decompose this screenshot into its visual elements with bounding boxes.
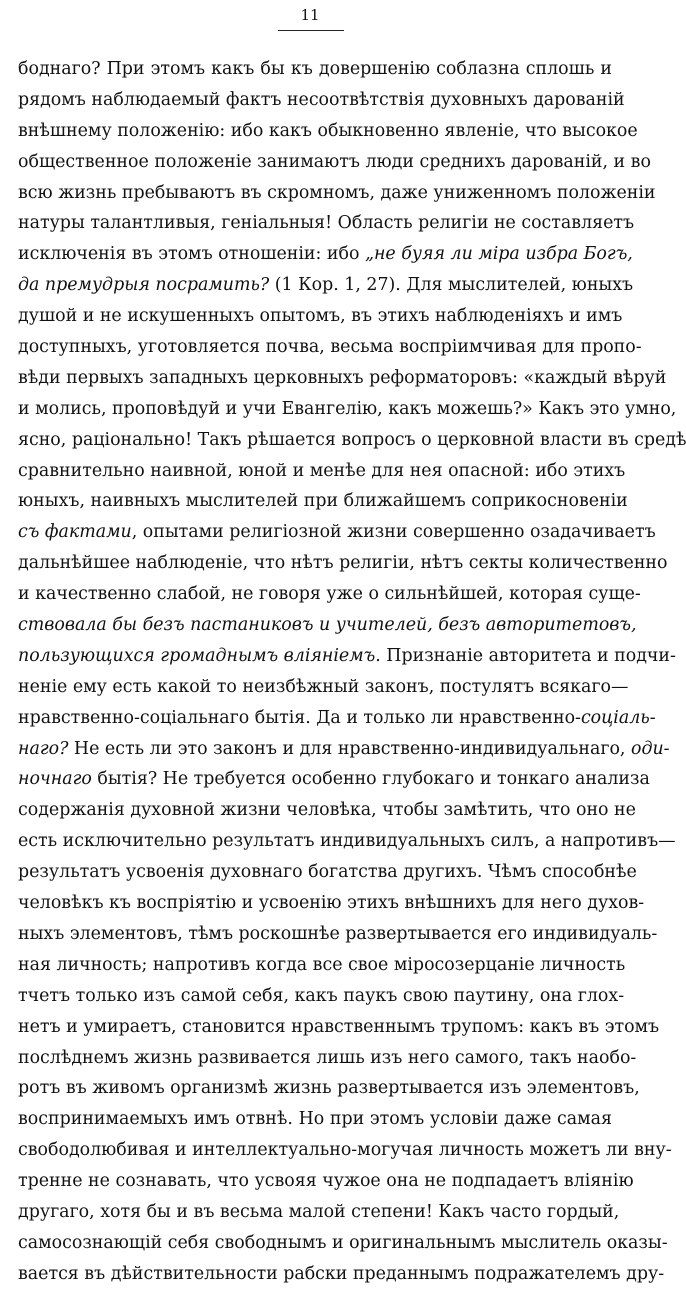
text-line — [18, 1012, 660, 1043]
text-segment: исключенія въ этомъ отношеніи: ибо — [18, 244, 365, 265]
text-segment: вѣди первыхъ западныхъ церковныхъ реформаторовъ: «каждый вѣруй — [18, 367, 667, 388]
text-line — [18, 332, 642, 363]
text-line — [18, 425, 686, 456]
text-segment: тренне не сознавать, что усвояя чужое она не подпадаетъ вліянію — [18, 1171, 634, 1192]
text-segment: общественное положеніе занимаютъ люди среднихъ дарованій, и во — [18, 151, 651, 172]
text-segment: Не есть ли это законъ и для нравственно-индивидуальнаго, — [68, 738, 631, 759]
text-line — [18, 950, 626, 981]
text-line — [18, 548, 668, 579]
italic-segment: наго? — [18, 738, 69, 759]
text-line — [18, 1259, 665, 1290]
text-segment: (1 Кор. 1, 27). Для мыслителей, юныхъ — [269, 275, 634, 296]
text-segment: ясно, раціонально! Такъ рѣшается вопросъ о церковной власти въ средѣ — [18, 429, 686, 450]
text-line — [18, 795, 636, 826]
text-segment: нетъ и умираетъ, становится нравственнымъ трупомъ: какъ въ этомъ — [18, 1016, 660, 1037]
text-segment: человѣкъ къ воспріятію и усвоенію этихъ внѣшнихъ для него духов- — [18, 893, 645, 914]
text-line — [18, 610, 637, 641]
text-segment: бытія? Не требуется особенно глубокаго и тонкаго анализа — [91, 769, 650, 790]
text-line — [18, 981, 625, 1012]
text-segment: дальнѣйшее наблюденіе, что нѣтъ религіи, нѣтъ секты количественно — [18, 553, 668, 574]
text-segment: свободолюбивая и интеллектуально-могучая личность можетъ ли вну- — [18, 1140, 672, 1161]
text-line — [18, 208, 635, 239]
text-line — [18, 703, 656, 734]
text-segment: самосознающій себя свободнымъ и оригинальнымъ мыслитель оказы- — [18, 1232, 668, 1253]
text-segment: другаго, хотя бы и въ весьма малой степени! Какъ часто гордый, — [18, 1201, 620, 1222]
text-line — [18, 147, 651, 178]
text-line — [18, 239, 633, 270]
italic-segment: соціаль- — [580, 707, 656, 728]
text-line — [18, 54, 612, 85]
text-segment: послѣднемъ жизнь развивается лишь изъ него самого, такъ наобо- — [18, 1047, 637, 1068]
italic-segment: „не буяя ли міра избра Богъ, — [364, 244, 633, 265]
text-segment: есть исключительно результатъ индивидуальныхъ силъ, а напротивъ— — [18, 831, 676, 852]
text-segment: боднаго? При этомъ какъ бы къ довершенію соблазна сплошь и — [18, 59, 612, 79]
text-line — [18, 641, 676, 672]
italic-segment: съ — [18, 522, 45, 543]
text-segment: всю жизнь пребываютъ въ скромномъ, даже униженномъ положеніи — [18, 182, 656, 203]
text-segment: ныхъ элементовъ, тѣмъ роскошнѣе развертывается его индивидуаль- — [18, 923, 658, 944]
text-segment: натуры талантливыя, геніальныя! Область религіи не составляетъ — [18, 213, 635, 234]
text-segment: Признаніе авторитета и подчи- — [380, 645, 676, 666]
text-segment: внѣшнему положенію: ибо какъ обыкновенно явленіе, что высокое — [18, 120, 638, 141]
text-line — [18, 116, 638, 147]
text-line — [18, 857, 637, 888]
page-number-rule — [278, 30, 344, 31]
text-segment: тчетъ только изъ самой себя, какъ паукъ свою паутину, она глох- — [18, 985, 625, 1006]
text-segment: ротъ въ живомъ организмѣ жизнь развертывается изъ элементовъ, — [18, 1078, 640, 1099]
text-line — [18, 394, 677, 425]
text-segment: содержанія духовной жизни человѣка, чтобы замѣтить, что оно не — [18, 800, 636, 821]
text-line — [18, 1073, 640, 1104]
text-segment: , опытами религіозной жизни совершенно озадачиваетъ — [131, 522, 656, 543]
text-line — [18, 764, 650, 795]
text-segment: неніе ему есть какой то неизбѣжный законъ, постулятъ всякаго— — [18, 676, 629, 697]
text-line — [18, 888, 645, 919]
text-line — [18, 363, 667, 394]
text-line — [18, 919, 658, 950]
italic-segment: фактами — [44, 522, 132, 543]
text-line — [18, 178, 656, 209]
text-line — [18, 85, 625, 116]
text-line — [18, 734, 670, 765]
text-line — [18, 1104, 612, 1135]
text-segment: вается въ дѣйствительности рабски преданнымъ подражателемъ дру- — [18, 1263, 665, 1284]
text-line — [18, 486, 628, 517]
italic-segment: безъ пастаниковъ и учителей, безъ авторитетовъ, — [142, 615, 637, 636]
text-line — [18, 1228, 668, 1259]
italic-segment: ночнаго — [18, 769, 92, 790]
italic-segment: да премудрыя посрамить? — [18, 275, 270, 296]
italic-segment: пользующихся громаднымъ вліяніемъ. — [18, 645, 381, 666]
text-line — [18, 1135, 672, 1166]
text-segment: и качественно слабой, не говоря уже о сильнѣйшей, которая суще- — [18, 584, 641, 605]
text-line — [18, 1166, 634, 1197]
text-segment: юныхъ, наивныхъ мыслителей при ближайшемъ соприкосновеніи — [18, 491, 628, 512]
text-segment: воспринимаемыхъ имъ отвнѣ. Но при этомъ условіи даже самая — [18, 1109, 612, 1130]
text-line — [18, 579, 641, 610]
text-segment: ная личность; напротивъ когда все свое міросозерцаніе личность — [18, 954, 626, 975]
text-segment: нравственно-соціальнаго бытія. Да и только ли нравственно- — [18, 707, 581, 728]
text-line — [18, 672, 629, 703]
text-line — [18, 456, 626, 487]
page-number: 11 — [300, 6, 320, 24]
text-line — [18, 1197, 620, 1228]
text-segment: сравнительно наивной, юной и менѣе для нея опасной: ибо этихъ — [18, 460, 626, 481]
text-segment: рядомъ наблюдаемый фактъ несоотвѣтствія духовныхъ дарованій — [18, 89, 625, 110]
text-line — [18, 1043, 637, 1074]
text-segment: и молись, проповѣдуй и учи Евангелію, какъ можешь?» Какъ это умно, — [18, 398, 677, 419]
text-line — [18, 270, 634, 301]
body-text — [18, 54, 686, 1290]
text-segment: результатъ усвоенія духовнаго богатства другихъ. Чѣмъ способнѣе — [18, 862, 637, 883]
text-segment: доступныхъ, уготовляется почва, весьма воспріимчивая для пропо- — [18, 337, 642, 358]
text-line — [18, 301, 623, 332]
text-segment: душой и не искушенныхъ опытомъ, въ этихъ наблюденіяхъ и имъ — [18, 306, 623, 327]
italic-segment: оди- — [630, 738, 670, 759]
text-line — [18, 517, 656, 548]
text-line — [18, 826, 676, 857]
italic-segment: ствовала бы — [18, 615, 143, 636]
